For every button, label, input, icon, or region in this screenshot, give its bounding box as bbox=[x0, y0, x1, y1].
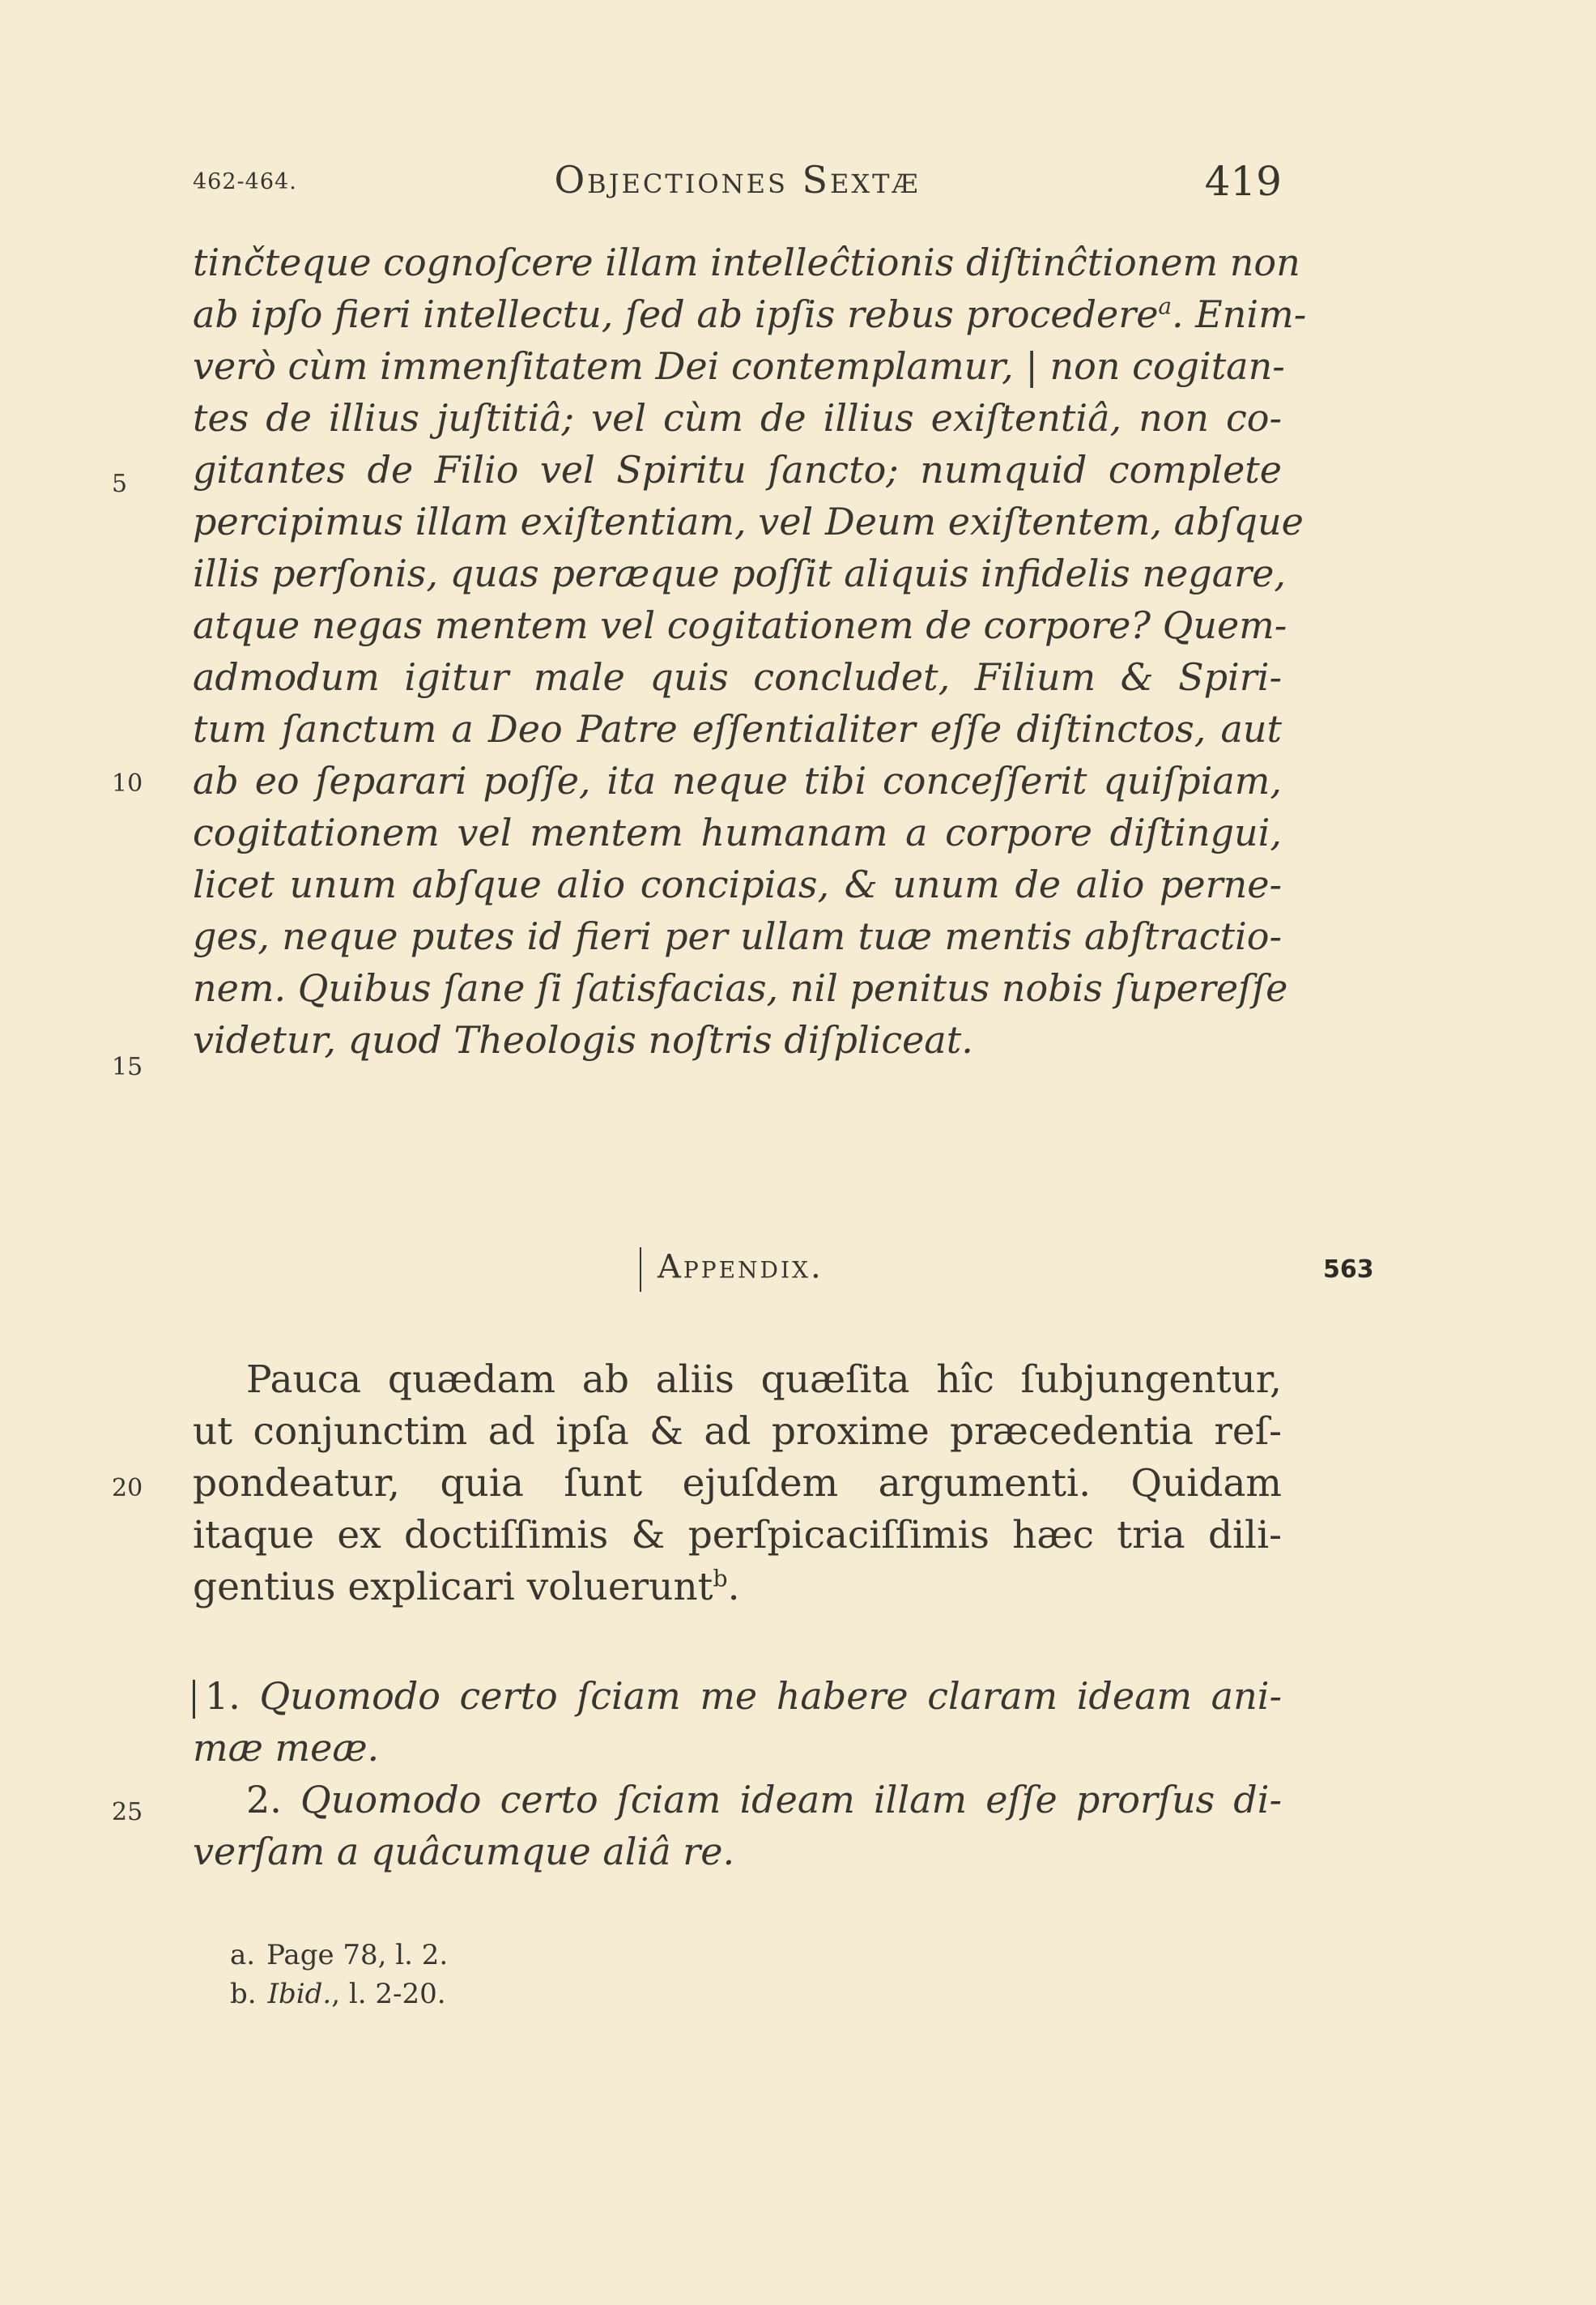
question-2-line: 2. Quomodo certo ſciam ideam illam eſſe prorſus di- bbox=[246, 1778, 1282, 1821]
text-line: pondeatur, quia ſunt ejuſdem argumenti. Quidam bbox=[193, 1461, 1282, 1506]
footnote-a: a. Page 78, l. 2. bbox=[230, 1939, 449, 1971]
roman-paragraph bbox=[193, 1354, 1282, 1613]
text-line: cogitationem vel mentem humanam a corpore diſtingui, bbox=[193, 811, 1282, 854]
text-line: admodum igitur male quis concludet, Filium & Spiri- bbox=[193, 655, 1282, 699]
text-line: tum ſanctum a Deo Patre eſſentialiter eſſe diſtinctos, aut bbox=[193, 707, 1282, 751]
text-line: ut conjunctim ad ipſa & ad proxime præcedentia reſ- bbox=[193, 1409, 1282, 1454]
question-1-line: mæ meæ. bbox=[193, 1726, 380, 1770]
text-line: licet unum abſque alio concipias, & unum de alio perne- bbox=[193, 863, 1282, 906]
text-line: gentius explicari voluerunt$^b$. bbox=[193, 1565, 740, 1609]
footnote-b: b. Ibid., l. 2-20. bbox=[230, 1978, 446, 2010]
text-line: gitantes de Filio vel Spiritu ſancto; numquid complete bbox=[193, 448, 1282, 492]
text-line: nem. Quibus ſane ſi ſatisfacias, nil penitus nobis ſupereſſe bbox=[193, 966, 1288, 1010]
page-break-mark bbox=[640, 1247, 641, 1292]
line-number: 15 bbox=[112, 1053, 143, 1081]
footnote-marker: b bbox=[713, 1565, 728, 1592]
text-line: atque negas mentem vel cogitationem de corpore? Quem- bbox=[193, 603, 1287, 647]
page-break-mark bbox=[193, 1680, 195, 1719]
question-2-line: verſam a quâcumque aliâ re. bbox=[193, 1830, 735, 1873]
footnote-marker: a bbox=[1158, 292, 1172, 320]
text-line: videtur, quod Theologis noſtris diſpliceat. bbox=[193, 1018, 973, 1062]
line-number: 20 bbox=[112, 1474, 143, 1502]
text-line: Pauca quædam ab aliis quæſita hîc ſubjungentur, bbox=[246, 1357, 1282, 1402]
text-line: verò cùm immenſitatem Dei contemplamur, | non cogitan- bbox=[193, 344, 1285, 388]
text-line: tes de illius juſtitiâ; vel cùm de illius exiſtentiâ, non co- bbox=[193, 396, 1282, 440]
text-line: illis perſonis, quas peræque poſſit aliquis infidelis negare, bbox=[193, 552, 1286, 595]
text-line: tinčteque cognoſcere illam intelleĉtionis diſtinĉtionem non bbox=[193, 241, 1300, 284]
page-number: 419 bbox=[1204, 158, 1282, 205]
question-1-line: 1. Quomodo certo ſciam me habere claram ideam ani- bbox=[193, 1670, 1282, 1722]
italic-paragraph bbox=[193, 236, 1307, 1066]
text-line: ab ipſo fieri intellectu, ſed ab ipſis rebus procedere$^a$. Enim- bbox=[193, 292, 1307, 336]
appendix-heading: Appendix. bbox=[640, 1247, 824, 1292]
running-header bbox=[193, 158, 1282, 215]
text-line: ges, neque putes id fieri per ullam tuæ mentis abſtractio- bbox=[193, 914, 1282, 958]
line-number: 10 bbox=[112, 769, 143, 798]
text-line: ab eo ſeparari poſſe, ita neque tibi conceſſerit quiſpiam, bbox=[193, 759, 1282, 803]
line-number: 25 bbox=[112, 1798, 143, 1826]
questions-list bbox=[193, 1670, 1282, 1877]
footnotes bbox=[230, 1936, 448, 2013]
text-line: percipimus illam exiſtentiam, vel Deum exiſtentem, abſque bbox=[193, 500, 1304, 543]
line-number: 5 bbox=[112, 470, 128, 498]
page-title: Objectiones Sextæ bbox=[554, 158, 921, 202]
margin-reference: 563 bbox=[1323, 1255, 1374, 1284]
page-range: 462-464. bbox=[193, 169, 297, 194]
text-line: itaque ex doctiſſimis & perſpicaciſſimis hæc tria dili- bbox=[193, 1513, 1282, 1557]
